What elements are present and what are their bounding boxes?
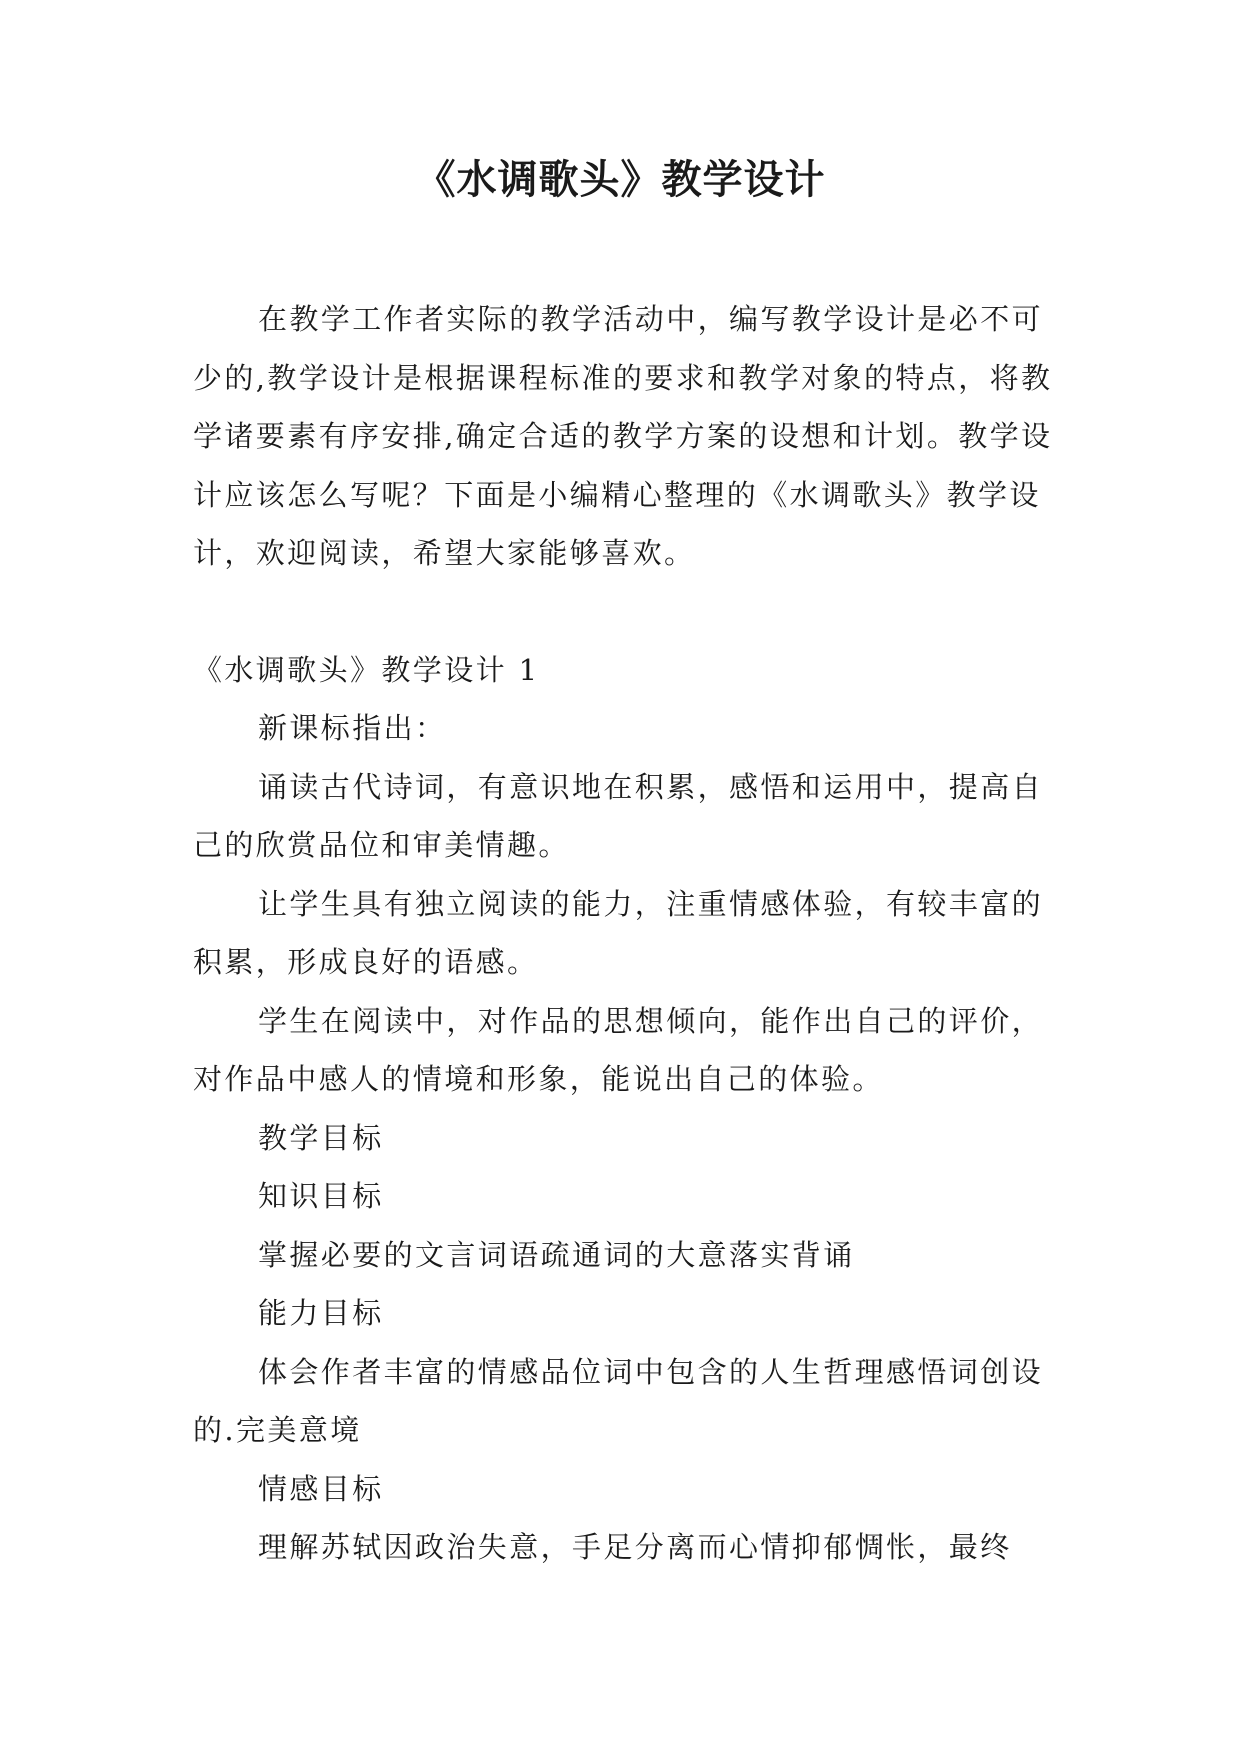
section-heading: 《水调歌头》教学设计 1: [193, 652, 540, 687]
document-title: 《水调歌头》教学设计: [415, 157, 826, 203]
document-body: [193, 290, 1053, 1577]
body-paragraph: 诵读古代诗词，有意识地在积累，感悟和运用中，提高自己的欣赏品位和审美情趣。: [193, 769, 1044, 862]
body-paragraph: 学生在阅读中，对作品的思想倾向，能作出自己的评价，对作品中感人的情境和形象，能说出自己的体验。: [193, 1003, 1044, 1096]
subheading-teaching-goals: 教学目标: [258, 1120, 384, 1155]
subheading-knowledge-goals: 知识目标: [258, 1179, 384, 1213]
body-paragraph: 体会作者丰富的情感品位词中包含的人生哲理感悟词创设的.完美意境: [193, 1354, 1044, 1447]
body-paragraph: 让学生具有独立阅读的能力，注重情感体验，有较丰富的积累，形成良好的语感。: [193, 886, 1044, 979]
paragraph-spacer: [193, 583, 1053, 641]
subheading-ability-goals: 能力目标: [258, 1296, 384, 1330]
intro-paragraph: 在教学工作者实际的教学活动中，编写教学设计是必不可少的,教学设计是根据课程标准的要求和教学对象的特点，将教学诸要素有序安排,确定合适的教学方案的设想和计划。教学设计应该怎么写呢？下面是小编精心整理的《水调歌头》教学设计，欢迎阅读，希望大家能够喜欢。: [193, 302, 1053, 570]
subheading-emotion-goals: 情感目标: [258, 1471, 384, 1506]
body-paragraph: 理解苏轼因政治失意，手足分离而心情抑郁惆怅，最终: [258, 1530, 1012, 1564]
body-paragraph: 掌握必要的文言词语疏通词的大意落实背诵: [258, 1237, 855, 1272]
body-paragraph: 新课标指出：: [258, 711, 447, 745]
